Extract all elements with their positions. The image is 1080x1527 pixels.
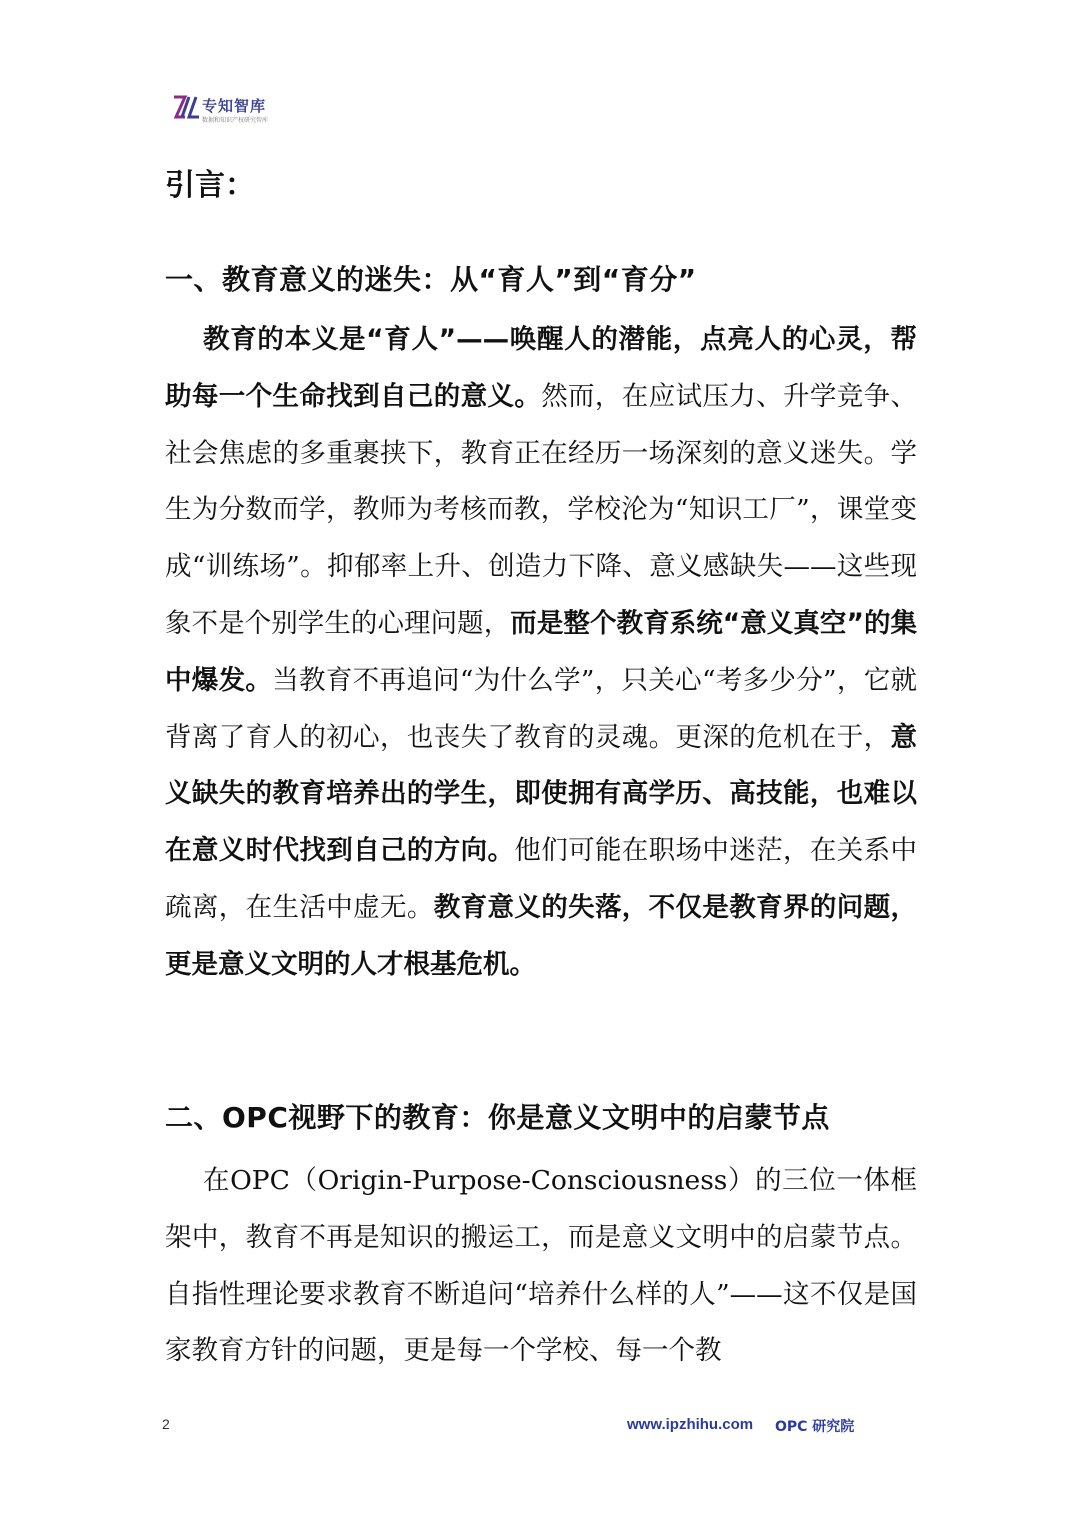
bold-text-run: 意义缺失的教育培养出的学生，即使拥有高学历、高技能，也难以在意义时代找到自己的方向。: [165, 721, 917, 867]
brand-tagline: 数据和知识产权研究智库: [202, 117, 269, 124]
text-run: 在OPC（Origin-Purpose-Consciousness）的三位一体框架中，教育不再是知识的搬运工，而是意义文明中的启蒙节点。自指性理论要求教育不断追问“培养什么样的人”——这不仅是国家教育方针的问题，更是每一个学校、每一个教: [165, 1165, 917, 1367]
section1-paragraph: [165, 312, 917, 994]
intro-heading: 引言：: [165, 168, 255, 203]
text-run: 他们可能在职场中迷茫，在关系中疏离，在生活中虚无。: [165, 835, 918, 923]
bold-text-run: 教育的本义是“育人”——唤醒人的潜能，点亮人的心灵，帮助每一个生命找到自己的意义。: [165, 324, 917, 412]
section1-heading: 一、教育意义的迷失：从“育人”到“育分”: [165, 263, 697, 296]
bold-text-run: 而是整个教育系统“意义真空”的集中爆发。: [165, 607, 918, 696]
zl-monogram-logo-icon: [172, 94, 200, 120]
bold-text-run: 教育意义的失落，不仅是教育界的问题，更是意义文明的人才根基危机。: [165, 891, 918, 980]
brand-name: 专知智库: [202, 97, 267, 115]
section2-paragraph: [165, 1153, 917, 1380]
header-logo: [172, 94, 302, 128]
footer-organization: OPC 研究院: [775, 1419, 855, 1435]
text-run: 然而，在应试压力、升学竞争、社会焦虑的多重裹挟下，教育正在经历一场深刻的意义迷失。学生为分数而学，教师为考核而教，学校沦为“知识工厂”，课堂变成“训练场”。抑郁率上升、创造力下降、意义感缺失——这些现象不是个别学生的心理问题，: [165, 380, 918, 639]
page-number: 2: [162, 1416, 170, 1432]
text-run: 当教育不再追问“为什么学”，只关心“考多少分”，它就背离了育人的初心，也丧失了教育的灵魂。更深的危机在于，: [165, 664, 917, 753]
section2-heading: 二、OPC视野下的教育：你是意义文明中的启蒙节点: [165, 1101, 830, 1134]
footer-website-link[interactable]: www.ipzhihu.com: [627, 1416, 754, 1433]
